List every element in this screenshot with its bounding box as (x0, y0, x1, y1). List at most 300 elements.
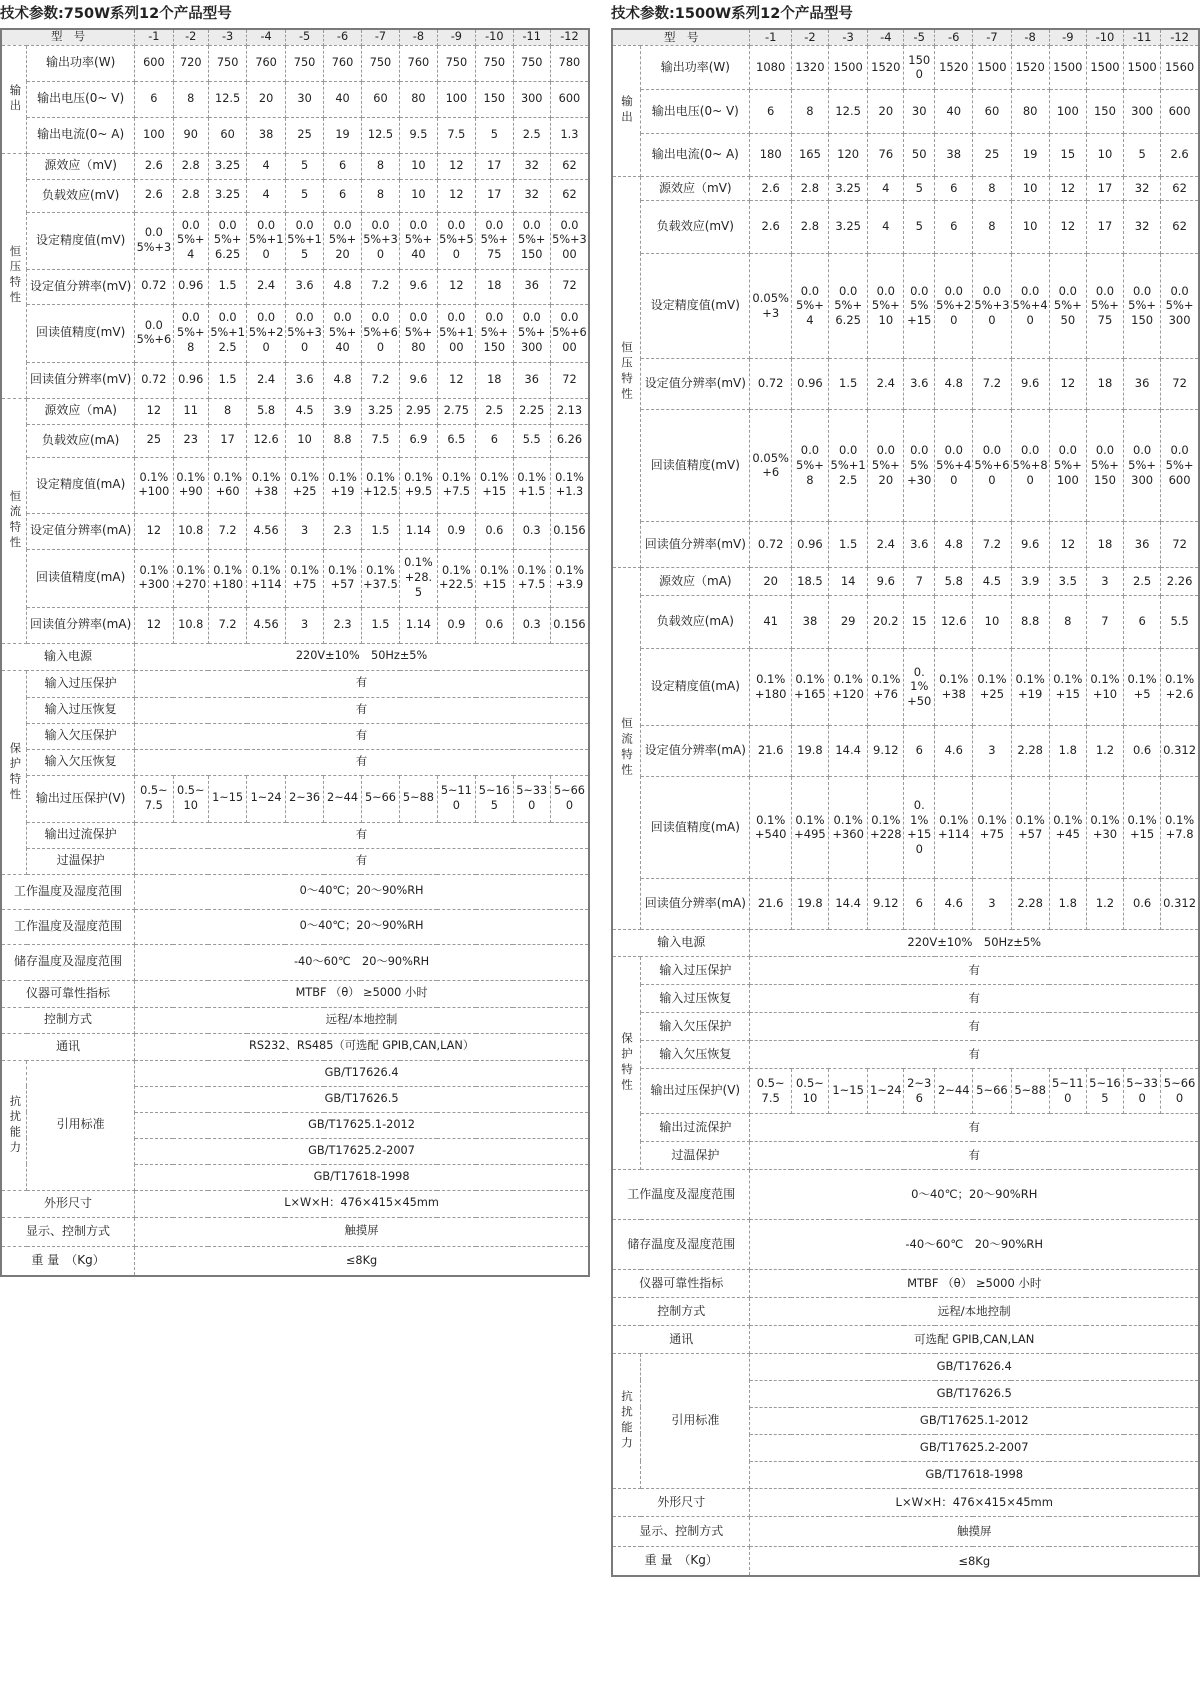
value-cell: 0.05%+12.5 (829, 409, 868, 521)
row-label: 通讯 (612, 1325, 750, 1353)
table-row (1, 1033, 589, 1060)
table-row (1, 212, 589, 269)
value-cell: 12 (1049, 176, 1086, 200)
value-cell: 150 (1086, 89, 1123, 133)
value-cell: 0.6 (1124, 878, 1161, 929)
value-cell: 9.5 (400, 117, 437, 153)
value-cell: 1.14 (400, 607, 437, 643)
value-cell: 0.05%+75 (1086, 253, 1123, 358)
value-cell: 0.6 (1124, 725, 1161, 776)
value-cell: 62 (1161, 176, 1199, 200)
value-cell: 4 (247, 153, 285, 179)
group-label-emc: 抗扰能力 (612, 1353, 641, 1488)
value-cell: 0.05%+300 (513, 304, 550, 362)
row-label: 负载效应(mV) (641, 200, 750, 253)
table-row (612, 1040, 1199, 1068)
value-cell: 5.5 (1161, 595, 1199, 648)
value-cell: 2.4 (247, 362, 285, 398)
value-cell: 2.6 (750, 200, 791, 253)
value-cell: 80 (400, 81, 437, 117)
value-cell: 1.5 (208, 269, 246, 304)
table-row (1, 424, 589, 457)
row-label: 仪器可靠性指标 (612, 1269, 750, 1297)
value-cell: 3.6 (904, 521, 935, 567)
table-header-row (1, 29, 589, 45)
model-header-cell: -5 (285, 29, 323, 45)
row-label: 回读值精度(mV) (27, 304, 135, 362)
value-cell: 7.2 (361, 362, 399, 398)
model-header-cell: -11 (513, 29, 550, 45)
value-cell: 17 (476, 153, 513, 179)
value-cell: 1.5 (361, 513, 399, 549)
value-cell: 0.05%+20 (324, 212, 361, 269)
row-label: 输入过压恢复 (27, 697, 135, 723)
value-cell: 5~660 (1161, 1068, 1199, 1113)
value-cell: 2.25 (513, 398, 550, 424)
value-cell: 3 (285, 513, 323, 549)
value-cell: 1~24 (868, 1068, 904, 1113)
value-cell: 0.96 (173, 269, 208, 304)
value-cell: 1520 (1011, 45, 1049, 89)
value-cell: 600 (135, 45, 173, 81)
row-label: 输出电流(0~ A) (641, 133, 750, 176)
model-header-cell: -5 (904, 29, 935, 45)
value-cell: 0.312 (1161, 878, 1199, 929)
value-cell: 1500 (1086, 45, 1123, 89)
value-cell: 19 (324, 117, 361, 153)
value-cell: 9.12 (868, 725, 904, 776)
value-cell: 62 (550, 153, 589, 179)
value-cell: 1~15 (829, 1068, 868, 1113)
value-cell: 25 (285, 117, 323, 153)
value-cell: 3.25 (829, 200, 868, 253)
value-cell: 90 (173, 117, 208, 153)
value-cell: 750 (285, 45, 323, 81)
group-label-protect: 保护特性 (612, 956, 641, 1169)
row-label: 外形尺寸 (1, 1190, 135, 1217)
value-cell: 0.05%+30 (973, 253, 1011, 358)
value-cell: 1560 (1161, 45, 1199, 89)
value-cell: 0.1%+165 (791, 648, 828, 725)
row-label: 负载效应(mV) (27, 179, 135, 212)
value-cell: 8 (173, 81, 208, 117)
value-cell: 4 (868, 200, 904, 253)
value-cell: 0.1%+7.5 (437, 457, 475, 513)
value-cell: 760 (324, 45, 361, 81)
value-cell: 9.6 (868, 567, 904, 595)
value-cell: 0.05%+40 (935, 409, 973, 521)
table-row (1, 848, 589, 874)
table-row (1, 304, 589, 362)
table-row (1, 607, 589, 643)
value-cell: 0.1%+3.9 (550, 549, 589, 607)
value-cell: 3.25 (208, 179, 246, 212)
value-cell: 1080 (750, 45, 791, 89)
group-label-cc: 恒流特性 (612, 567, 641, 929)
table-row (612, 1325, 1199, 1353)
table-row (612, 595, 1199, 648)
value-cell: 1500 (973, 45, 1011, 89)
value-cell: 300 (1124, 89, 1161, 133)
value-cell: 220V±10% 50Hz±5% (750, 929, 1199, 956)
row-label: 回读值精度(mV) (641, 409, 750, 521)
row-label: 引用标准 (641, 1353, 750, 1488)
value-cell: 0.1%+114 (247, 549, 285, 607)
table-row (612, 1169, 1199, 1219)
value-cell: 0.1%+38 (247, 457, 285, 513)
value-cell: 720 (173, 45, 208, 81)
value-cell: 32 (513, 153, 550, 179)
value-cell: 12 (437, 179, 475, 212)
value-cell: 1320 (791, 45, 828, 89)
value-cell: 0.1%+120 (829, 648, 868, 725)
value-cell: 0.1%+50 (904, 648, 935, 725)
row-label: 源效应（mA) (27, 398, 135, 424)
value-cell: 0.05%+60 (973, 409, 1011, 521)
row-label: 输出过压保护(V) (641, 1068, 750, 1113)
group-label-cv: 恒压特性 (612, 176, 641, 567)
value-cell: 0.05%+80 (400, 304, 437, 362)
value-cell: 8 (973, 176, 1011, 200)
value-cell: 3.25 (208, 153, 246, 179)
value-cell: 10.8 (173, 607, 208, 643)
value-cell: 9.6 (400, 362, 437, 398)
value-cell: 0.1%+22.5 (437, 549, 475, 607)
row-label: 源效应（mA) (641, 567, 750, 595)
standard-value: GB/T17625.1-2012 (750, 1407, 1199, 1434)
value-cell: 3.5 (1049, 567, 1086, 595)
table-row (1, 723, 589, 749)
value-cell: L×W×H：476×415×45mm (750, 1488, 1199, 1516)
value-cell: 300 (513, 81, 550, 117)
value-cell: 5~165 (476, 775, 513, 822)
row-label: 输入电源 (1, 643, 135, 670)
row-label: 输出过流保护 (641, 1113, 750, 1141)
value-cell: 12 (135, 607, 173, 643)
row-label: 输出功率(W) (641, 45, 750, 89)
value-cell: 0.05%+150 (513, 212, 550, 269)
value-cell: 3 (973, 878, 1011, 929)
value-cell: 12 (437, 362, 475, 398)
value-cell: 0.1%+75 (285, 549, 323, 607)
value-cell: 0.05%+300 (550, 212, 589, 269)
value-cell: 32 (1124, 200, 1161, 253)
table-row (1, 179, 589, 212)
value-cell: 6 (904, 878, 935, 929)
value-cell: 12 (1049, 358, 1086, 409)
model-header-cell: -12 (550, 29, 589, 45)
value-cell: 0.1%+15 (1124, 776, 1161, 878)
table-row (1, 944, 589, 980)
value-cell: MTBF （θ） ≥5000 小时 (750, 1269, 1199, 1297)
value-cell: 2.75 (437, 398, 475, 424)
value-cell: 0.05%+40 (324, 304, 361, 362)
table-row (1, 549, 589, 607)
value-cell: 600 (1161, 89, 1199, 133)
value-cell: 780 (550, 45, 589, 81)
spec-table (611, 28, 1200, 1577)
value-cell: 72 (550, 362, 589, 398)
value-cell: 0.05%+80 (1011, 409, 1049, 521)
page-title: 技术参数:1500W系列12个产品型号 (611, 6, 853, 22)
table-row (612, 1297, 1199, 1325)
value-cell: 72 (550, 269, 589, 304)
value-cell: 5~110 (437, 775, 475, 822)
standard-value: GB/T17626.4 (135, 1060, 589, 1086)
value-cell: 0.1%+45 (1049, 776, 1086, 878)
value-cell: 5.8 (935, 567, 973, 595)
value-cell: 6.26 (550, 424, 589, 457)
model-header-cell: -6 (324, 29, 361, 45)
value-cell: 120 (829, 133, 868, 176)
value-cell: 0.1%+360 (829, 776, 868, 878)
value-cell: 0.1%+100 (135, 457, 173, 513)
value-cell: 4.5 (973, 567, 1011, 595)
value-cell: 有 (135, 749, 589, 775)
value-cell: 触摸屏 (750, 1516, 1199, 1546)
value-cell: 6.5 (437, 424, 475, 457)
standard-value: GB/T17625.2-2007 (750, 1434, 1199, 1461)
value-cell: 750 (208, 45, 246, 81)
model-header-cell: -1 (135, 29, 173, 45)
table-row (612, 45, 1199, 89)
value-cell: 8 (791, 89, 828, 133)
value-cell: 1500 (829, 45, 868, 89)
value-cell: 2.28 (1011, 878, 1049, 929)
value-cell: 0.05%+75 (476, 212, 513, 269)
value-cell: 2.4 (868, 358, 904, 409)
value-cell: 62 (1161, 200, 1199, 253)
table-row (1, 153, 589, 179)
value-cell: 14 (829, 567, 868, 595)
spec-panel-1500w (611, 0, 1200, 1577)
value-cell: 19.8 (791, 878, 828, 929)
value-cell: 5~660 (550, 775, 589, 822)
value-cell: 62 (550, 179, 589, 212)
value-cell: 7 (904, 567, 935, 595)
value-cell: 0.1%+57 (1011, 776, 1049, 878)
value-cell: 3 (1086, 567, 1123, 595)
value-cell: 0.1%+228 (868, 776, 904, 878)
value-cell: 2~44 (324, 775, 361, 822)
value-cell: 0.05%+8 (173, 304, 208, 362)
row-label: 设定精度值(mA) (27, 457, 135, 513)
value-cell: 6 (324, 179, 361, 212)
value-cell: 0.1%+76 (868, 648, 904, 725)
value-cell: 0.05%+600 (550, 304, 589, 362)
value-cell: 12.5 (361, 117, 399, 153)
value-cell: 5~110 (1049, 1068, 1086, 1113)
value-cell: 0.1%+270 (173, 549, 208, 607)
value-cell: 0.05%+12.5 (208, 304, 246, 362)
value-cell: 18 (1086, 521, 1123, 567)
value-cell: 10 (400, 179, 437, 212)
row-label: 输入欠压保护 (641, 1012, 750, 1040)
value-cell: 5~88 (1011, 1068, 1049, 1113)
value-cell: 2.3 (324, 607, 361, 643)
value-cell: 4.8 (324, 269, 361, 304)
value-cell: 0.1%+28.5 (400, 549, 437, 607)
table-row (612, 648, 1199, 725)
table-row (1, 1007, 589, 1033)
value-cell: 19.8 (791, 725, 828, 776)
row-label: 控制方式 (1, 1007, 135, 1033)
value-cell: 0.72 (135, 362, 173, 398)
table-row (612, 1113, 1199, 1141)
value-cell: 0.72 (750, 521, 791, 567)
value-cell: 2~36 (285, 775, 323, 822)
model-header-cell: -9 (437, 29, 475, 45)
value-cell: 5.5 (513, 424, 550, 457)
value-cell: 0.05%+30 (285, 304, 323, 362)
table-row (612, 1141, 1199, 1169)
value-cell: 60 (973, 89, 1011, 133)
table-row (1, 822, 589, 848)
table-row (612, 358, 1199, 409)
table-row (1, 1060, 589, 1086)
row-label: 设定值分辨率(mA) (641, 725, 750, 776)
value-cell: 165 (791, 133, 828, 176)
value-cell: 3 (285, 607, 323, 643)
value-cell: 10 (973, 595, 1011, 648)
value-cell: 0.1%+25 (285, 457, 323, 513)
value-cell: 0.3 (513, 607, 550, 643)
value-cell: 6 (935, 200, 973, 253)
table-row (612, 409, 1199, 521)
value-cell: -40～60℃ 20～90%RH (135, 944, 589, 980)
value-cell: 4 (868, 176, 904, 200)
value-cell: 2.6 (135, 179, 173, 212)
value-cell: 12 (135, 398, 173, 424)
row-label: 回读值精度(mA) (27, 549, 135, 607)
value-cell: 40 (324, 81, 361, 117)
value-cell: 2.26 (1161, 567, 1199, 595)
value-cell: 0.05%+15 (285, 212, 323, 269)
value-cell: 3.6 (285, 362, 323, 398)
value-cell: 0.156 (550, 607, 589, 643)
value-cell: 5~165 (1086, 1068, 1123, 1113)
table-row (612, 133, 1199, 176)
value-cell: 0.05%+20 (247, 304, 285, 362)
row-label: 输出电压(0~ V) (641, 89, 750, 133)
value-cell: 2.5 (476, 398, 513, 424)
value-cell: 2~36 (904, 1068, 935, 1113)
value-cell: 5.8 (247, 398, 285, 424)
value-cell: 0.05%+6 (135, 304, 173, 362)
value-cell: 30 (285, 81, 323, 117)
value-cell: 0.6 (476, 513, 513, 549)
value-cell: 20 (868, 89, 904, 133)
table-row (1, 45, 589, 81)
table-row (1, 670, 589, 697)
value-cell: 40 (935, 89, 973, 133)
value-cell: 4.8 (935, 521, 973, 567)
value-cell: 0.05%+15 (904, 253, 935, 358)
row-label: 回读值分辨率(mV) (27, 362, 135, 398)
model-header-cell: -1 (750, 29, 791, 45)
value-cell: 2.6 (750, 176, 791, 200)
value-cell: 60 (208, 117, 246, 153)
table-row (612, 929, 1199, 956)
value-cell: 10 (1086, 133, 1123, 176)
value-cell: 7 (1086, 595, 1123, 648)
value-cell: 0.05%+50 (1049, 253, 1086, 358)
value-cell: 760 (400, 45, 437, 81)
value-cell: 0.05%+40 (1011, 253, 1049, 358)
row-label: 通讯 (1, 1033, 135, 1060)
table-row (612, 1353, 1199, 1380)
standard-value: GB/T17618-1998 (135, 1164, 589, 1190)
value-cell: 2.5 (513, 117, 550, 153)
value-cell: 0.1%+75 (973, 776, 1011, 878)
value-cell: 1520 (868, 45, 904, 89)
row-label: 输入欠压恢复 (27, 749, 135, 775)
table-row (612, 725, 1199, 776)
table-row (1, 874, 589, 909)
value-cell: 0.05%+4 (791, 253, 828, 358)
group-label-protect: 保护特性 (1, 670, 27, 874)
row-label: 设定值分辨率(mV) (27, 269, 135, 304)
value-cell: 7.2 (973, 358, 1011, 409)
value-cell: 14.4 (829, 878, 868, 929)
value-cell: 0.05%+150 (1124, 253, 1161, 358)
standard-value: GB/T17625.1-2012 (135, 1112, 589, 1138)
row-label: 回读值分辨率(mV) (641, 521, 750, 567)
table-row (1, 457, 589, 513)
standard-value: GB/T17625.2-2007 (135, 1138, 589, 1164)
value-cell: 0.1%+12.5 (361, 457, 399, 513)
table-row (612, 776, 1199, 878)
table-row (1, 749, 589, 775)
table-row (612, 1546, 1199, 1576)
value-cell: 220V±10% 50Hz±5% (135, 643, 589, 670)
value-cell: 0.05%+600 (1161, 409, 1199, 521)
row-label: 输出过流保护 (27, 822, 135, 848)
value-cell: 8 (361, 179, 399, 212)
value-cell: 2.8 (173, 153, 208, 179)
value-cell: 有 (750, 984, 1199, 1012)
value-cell: 1.5 (829, 521, 868, 567)
value-cell: 2.13 (550, 398, 589, 424)
row-label: 输出电压(0~ V) (27, 81, 135, 117)
value-cell: 0.1%+1.5 (513, 457, 550, 513)
value-cell: 0.1%+495 (791, 776, 828, 878)
value-cell: 0.5~7.5 (135, 775, 173, 822)
standard-value: GB/T17626.5 (750, 1380, 1199, 1407)
row-label: 设定精度值(mV) (641, 253, 750, 358)
value-cell: 760 (247, 45, 285, 81)
value-cell: 0.1%+15 (476, 549, 513, 607)
table-row (1, 775, 589, 822)
row-label: 引用标准 (27, 1060, 135, 1190)
value-cell: 5 (904, 176, 935, 200)
value-cell: 0.5~7.5 (750, 1068, 791, 1113)
value-cell: 3.25 (361, 398, 399, 424)
value-cell: 80 (1011, 89, 1049, 133)
model-header-cell: -7 (973, 29, 1011, 45)
value-cell: 15 (904, 595, 935, 648)
row-label: 源效应（mV) (27, 153, 135, 179)
value-cell: 有 (750, 956, 1199, 984)
row-label: 储存温度及湿度范围 (1, 944, 135, 980)
value-cell: 1.2 (1086, 878, 1123, 929)
value-cell: 6 (476, 424, 513, 457)
group-label-emc: 抗扰能力 (1, 1060, 27, 1190)
value-cell: 72 (1161, 521, 1199, 567)
table-row (612, 89, 1199, 133)
value-cell: 0.1%+19 (324, 457, 361, 513)
value-cell: 9.6 (400, 269, 437, 304)
